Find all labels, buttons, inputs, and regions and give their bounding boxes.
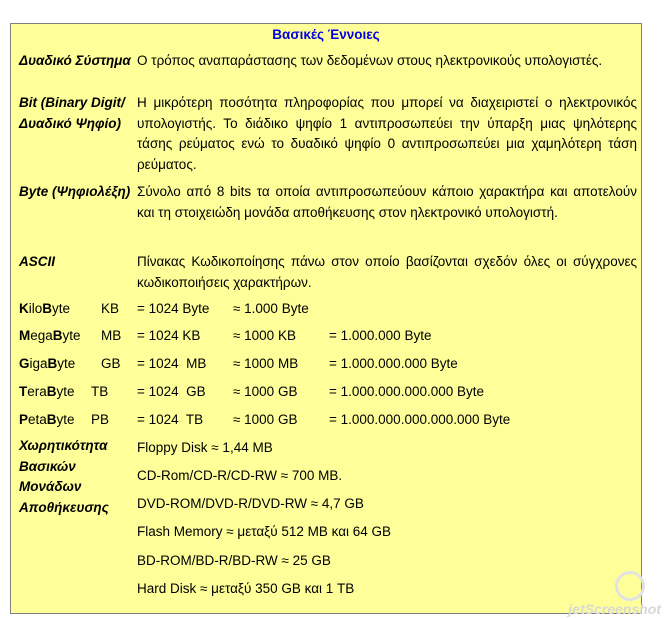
term-bit: Bit (Binary Digit/Δυαδικό Ψηφίο) xyxy=(19,95,125,131)
def-ascii: Πίνακας Κωδικοποίησης πάνω στον οποίο βασίζονται σχεδόν όλες οι σύγχρονες κωδικοποιήσεις χαρακτήρων. xyxy=(137,254,637,290)
unit-name: TeraByte TB xyxy=(19,384,109,399)
term-binary-system: Δυαδικό Σύστημα xyxy=(19,53,131,68)
unit-eq-exact: = 1024 MB xyxy=(137,356,207,371)
def-byte: Σύνολο από 8 bits τα οποία αντιπροσωπεύουν κάποιο χαρακτήρα και αποτελούν και τη στοιχειώδη μονάδα αποθήκευσης στον ηλεκτρονικό υπολογιστή. xyxy=(137,184,637,220)
unit-eq-approx: ≈ 1000 GB xyxy=(233,412,298,427)
unit-eq-exact: = 1024 TB xyxy=(137,412,204,427)
watermark-logo-icon xyxy=(615,571,645,601)
unit-eq-exact: = 1024 Byte xyxy=(137,301,210,316)
capacity-item: BD-ROM/BD-R/BD-RW ≈ 25 GB xyxy=(137,553,331,568)
unit-name: KiloByte KB xyxy=(19,301,120,316)
unit-eq-exact: = 1024 KB xyxy=(137,328,201,343)
unit-eq-exact: = 1024 GB xyxy=(137,384,206,399)
unit-eq-approx: ≈ 1000 MB xyxy=(233,356,299,371)
unit-eq-bytes: = 1.000.000.000.000.000 Byte xyxy=(329,412,511,427)
def-bit: Η μικρότερη ποσότητα πληροφορίας που μπορεί να διαχειριστεί ο ηλεκτρονικός υπολογιστής. Το διάδικο ψηφίο 1 αντιπροσωπεύει την ύπαρξη μιας ψηλότερης τάσης ρεύματος ενώ το δυαδικό ψηφίο 0 αντιπροσωπεύει μια χαμηλότερη τάση ρεύματος. xyxy=(137,95,637,172)
concepts-box xyxy=(10,23,642,614)
unit-name: PetaByte PB xyxy=(19,412,110,427)
unit-eq-bytes: = 1.000.000 Byte xyxy=(329,328,432,343)
unit-name: GigaByte GB xyxy=(19,356,121,371)
unit-eq-approx: ≈ 1.000 Byte xyxy=(233,301,309,316)
watermark-text: jetScreenshot xyxy=(568,601,661,617)
unit-eq-approx: ≈ 1000 GB xyxy=(233,384,298,399)
unit-eq-bytes: = 1.000.000.000 Byte xyxy=(329,356,458,371)
capacity-item: DVD-ROM/DVD-R/DVD-RW ≈ 4,7 GB xyxy=(137,496,364,511)
def-binary-system: Ο τρόπος αναπαράστασης των δεδομένων στους ηλεκτρονικούς υπολογιστές. xyxy=(137,53,603,68)
term-ascii: ASCII xyxy=(19,254,56,269)
box-title: Βασικές Έννοιες xyxy=(272,27,380,42)
capacity-item: Hard Disk ≈ μεταξύ 350 GB και 1 TB xyxy=(137,581,355,596)
unit-name: MegaByte MB xyxy=(19,328,122,343)
capacity-item: CD-Rom/CD-R/CD-RW ≈ 700 MB. xyxy=(137,468,343,483)
capacity-item: Floppy Disk ≈ 1,44 MB xyxy=(137,440,273,455)
unit-eq-approx: ≈ 1000 KB xyxy=(233,328,296,343)
capacity-item: Flash Memory ≈ μεταξύ 512 MB και 64 GB xyxy=(137,524,392,539)
term-capacity: Χωρητικότητα Βασικών Μονάδων Αποθήκευσης xyxy=(19,438,109,515)
term-byte: Byte (Ψηφιολέξη) xyxy=(19,184,131,199)
unit-eq-bytes: = 1.000.000.000.000 Byte xyxy=(329,384,485,399)
